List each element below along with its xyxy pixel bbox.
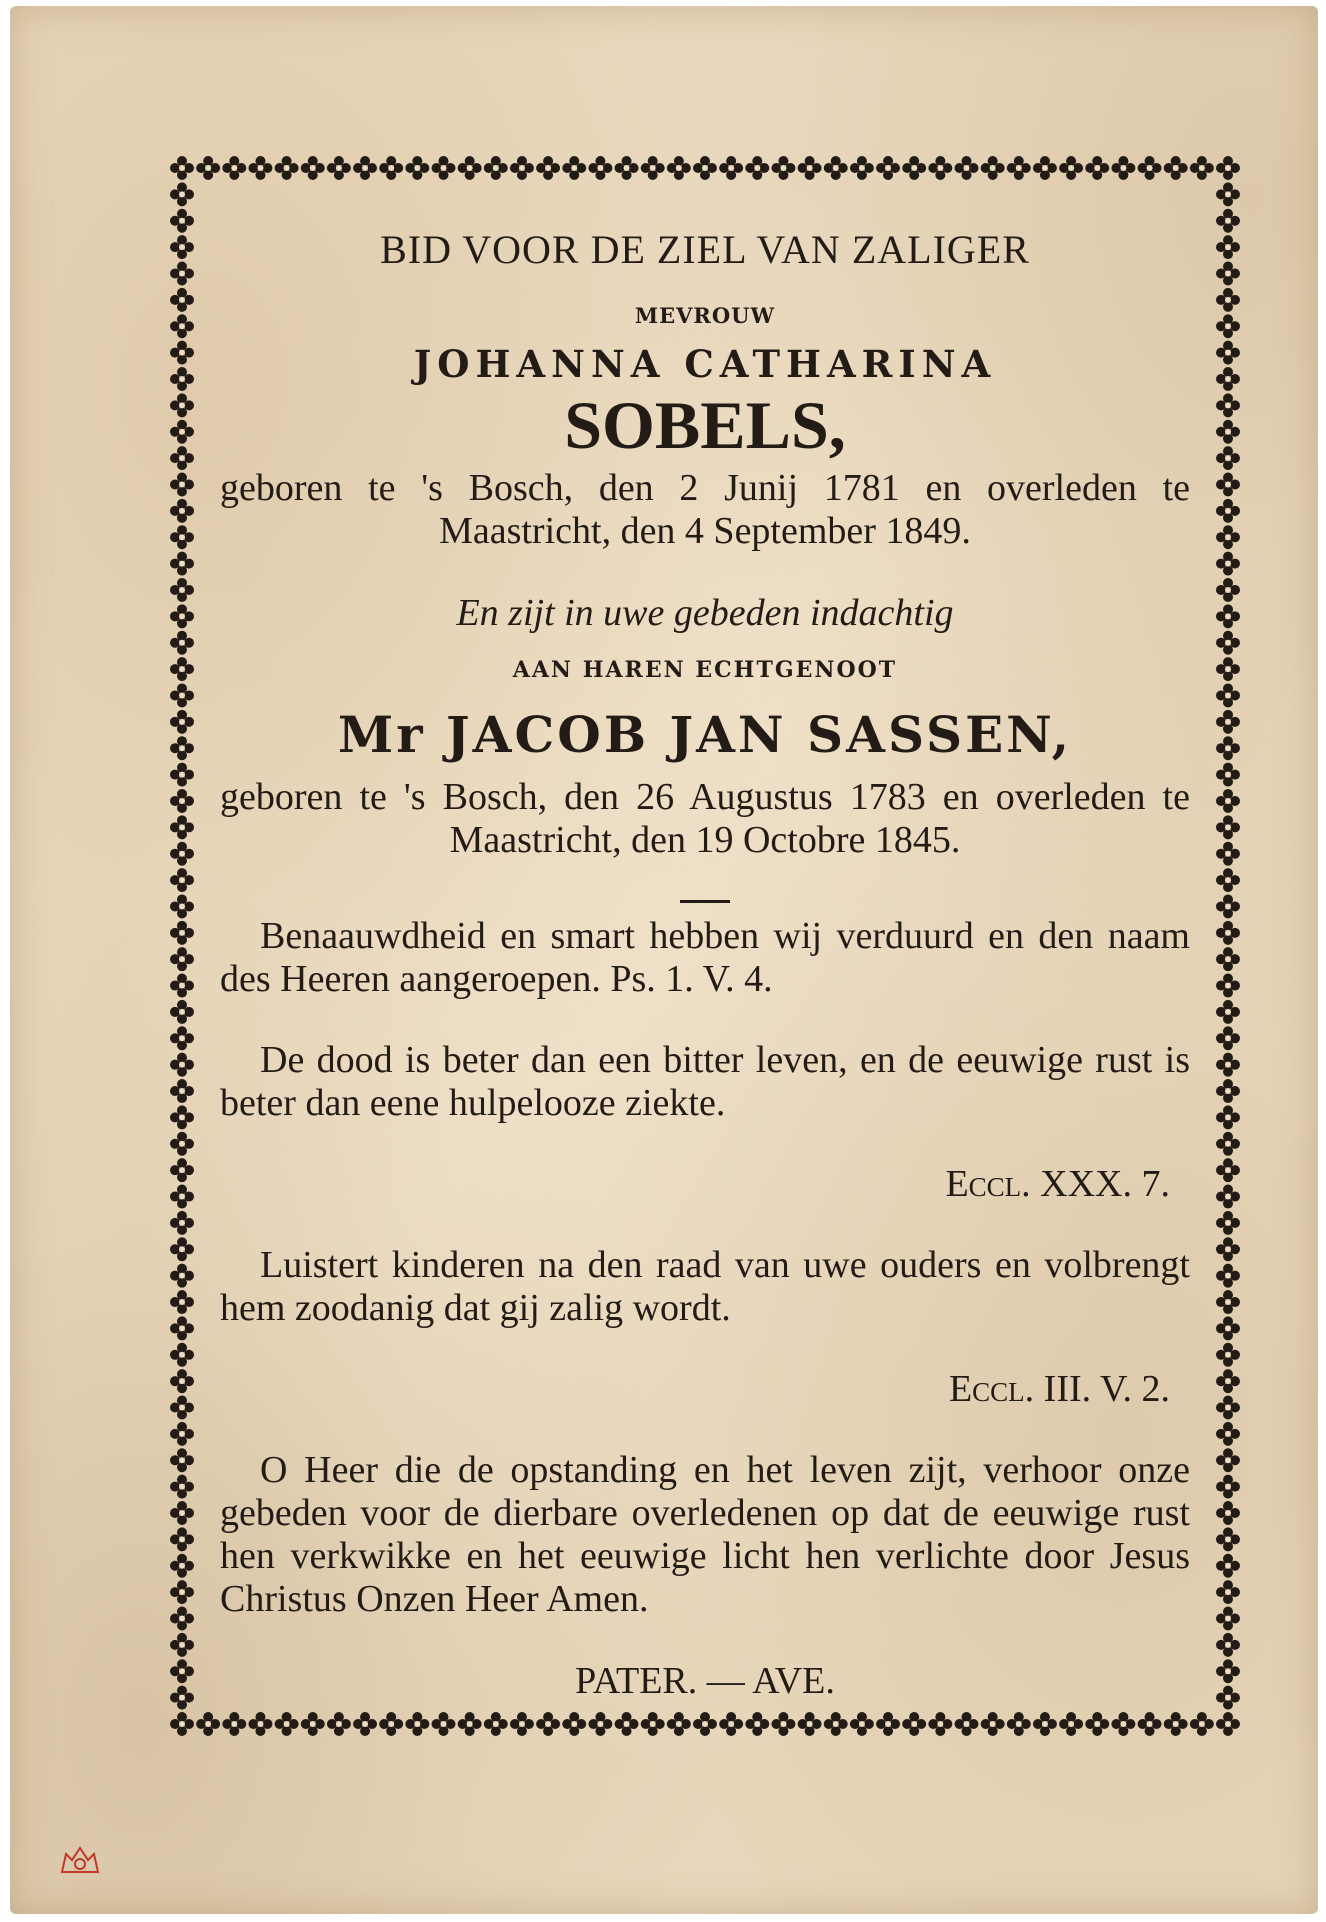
cross-ornament <box>1216 472 1240 496</box>
cross-ornament <box>719 156 743 180</box>
cross-ornament <box>1216 631 1240 655</box>
cross-ornament <box>1216 446 1240 470</box>
cross-ornament <box>170 1659 194 1683</box>
cross-ornament <box>1216 1237 1240 1261</box>
cross-ornament <box>170 525 194 549</box>
cross-ornament <box>1216 1026 1240 1050</box>
cross-ornament <box>170 209 194 233</box>
cross-ornament <box>1216 288 1240 312</box>
cross-ornament <box>1216 1343 1240 1367</box>
cross-ornament <box>850 1712 874 1736</box>
cross-ornament <box>1216 1079 1240 1103</box>
cross-ornament <box>1216 182 1240 206</box>
cross-ornament <box>1111 1712 1135 1736</box>
cross-ornament <box>719 1712 743 1736</box>
cross-ornament <box>170 1264 194 1288</box>
cross-ornament <box>902 1712 926 1736</box>
cross-ornament <box>1216 1316 1240 1340</box>
cross-ornament <box>588 156 612 180</box>
cross-ornament <box>327 156 351 180</box>
cross-ornament <box>170 842 194 866</box>
cross-ornament <box>1216 1422 1240 1446</box>
cross-ornament <box>170 1053 194 1077</box>
cross-ornament <box>1216 1554 1240 1578</box>
birth-death-deceased: geboren te 's Bosch, den 2 Junij 1781 en overleden te Maastricht, den 4 September 1849. <box>220 467 1190 553</box>
cross-ornament <box>170 288 194 312</box>
cross-ornament <box>588 1712 612 1736</box>
cross-ornament <box>1138 156 1162 180</box>
cross-ornament <box>301 1712 325 1736</box>
cross-ornament <box>170 420 194 444</box>
cross-ornament <box>562 156 586 180</box>
birth-death-spouse: geboren te 's Bosch, den 26 Augustus 1783 en overleden te Maastricht, den 19 Octobre 1845. <box>220 776 1190 862</box>
cross-ornament <box>510 156 534 180</box>
cross-ornament <box>170 1712 194 1736</box>
cross-ornament <box>170 261 194 285</box>
cross-ornament <box>170 1369 194 1393</box>
cross-ornament <box>1216 894 1240 918</box>
cross-ornament <box>432 156 456 180</box>
cross-ornament <box>1216 367 1240 391</box>
cross-ornament <box>536 156 560 180</box>
cross-ornament <box>1164 1712 1188 1736</box>
cross-ornament <box>1216 1712 1240 1736</box>
cross-ornament <box>1007 156 1031 180</box>
spouse-name-line <box>220 705 1190 764</box>
cross-ornament <box>170 1475 194 1499</box>
cross-ornament <box>1164 156 1188 180</box>
cross-ornament <box>170 1316 194 1340</box>
cross-ornament <box>1033 1712 1057 1736</box>
cross-ornament <box>1085 156 1109 180</box>
cross-ornament <box>1216 1448 1240 1472</box>
cross-ornament <box>170 552 194 576</box>
first-names: JOHANNA CATHARINA <box>413 342 997 386</box>
cross-ornament <box>1216 1053 1240 1077</box>
cross-ornament <box>1216 604 1240 628</box>
cross-ornament <box>301 156 325 180</box>
cross-ornament <box>693 1712 717 1736</box>
cross-ornament <box>170 499 194 523</box>
cross-ornament <box>641 156 665 180</box>
crest-stamp-icon <box>58 1842 102 1878</box>
cross-ornament <box>222 1712 246 1736</box>
cross-ornament <box>170 472 194 496</box>
cross-ornament <box>798 1712 822 1736</box>
header-line: BID VOOR DE ZIEL VAN ZALIGER <box>380 227 1030 272</box>
cross-ornament <box>1216 1580 1240 1604</box>
cross-ornament <box>170 1026 194 1050</box>
cross-ornament <box>562 1712 586 1736</box>
cross-ornament <box>1216 235 1240 259</box>
cross-ornament <box>170 657 194 681</box>
cross-ornament <box>1216 763 1240 787</box>
cross-ornament <box>1216 525 1240 549</box>
cross-ornament <box>1033 156 1057 180</box>
cross-ornament <box>170 1343 194 1367</box>
cross-ornament <box>1085 1712 1109 1736</box>
cross-ornament <box>1216 314 1240 338</box>
cross-ornament <box>170 1422 194 1446</box>
cross-ornament <box>1216 1185 1240 1209</box>
cross-ornament <box>1216 1211 1240 1235</box>
cross-ornament <box>902 156 926 180</box>
cross-ornament <box>1216 393 1240 417</box>
cross-ornament <box>1216 1396 1240 1420</box>
cross-ornament <box>170 1105 194 1129</box>
cross-ornament <box>536 1712 560 1736</box>
quote1-ref: Ps. 1. V. 4. <box>610 958 773 1001</box>
divider <box>680 900 730 903</box>
cross-ornament <box>248 1712 272 1736</box>
cross-ornament <box>170 1211 194 1235</box>
cross-ornament <box>170 156 194 180</box>
cross-ornament <box>170 314 194 338</box>
cross-ornament <box>170 367 194 391</box>
cross-ornament <box>170 182 194 206</box>
quote3-ref-rest: III. V. 2. <box>1043 1368 1170 1411</box>
cross-ornament <box>170 446 194 470</box>
cross-ornament <box>170 815 194 839</box>
cross-ornament <box>1138 1712 1162 1736</box>
cross-ornament <box>170 1000 194 1024</box>
cross-ornament <box>379 156 403 180</box>
card-text <box>220 226 1190 1703</box>
cross-ornament <box>1216 1290 1240 1314</box>
cross-ornament <box>353 156 377 180</box>
cross-ornament <box>1216 921 1240 945</box>
cross-ornament <box>170 631 194 655</box>
cross-ornament <box>955 1712 979 1736</box>
cross-ornament <box>405 1712 429 1736</box>
cross-ornament <box>1059 156 1083 180</box>
cross-ornament <box>1216 736 1240 760</box>
cross-ornament <box>170 1185 194 1209</box>
cross-ornament <box>170 1501 194 1525</box>
cross-ornament <box>1216 261 1240 285</box>
cross-ornament <box>1216 1607 1240 1631</box>
cross-ornament <box>1190 156 1214 180</box>
cross-ornament <box>170 1079 194 1103</box>
cross-ornament <box>1216 657 1240 681</box>
cross-ornament <box>327 1712 351 1736</box>
cross-ornament <box>1216 1105 1240 1129</box>
cross-ornament <box>196 156 220 180</box>
spouse-title: Mr <box>337 705 426 765</box>
cross-ornament <box>170 1448 194 1472</box>
cross-ornament <box>405 156 429 180</box>
cross-ornament <box>1216 710 1240 734</box>
cross-ornament <box>170 868 194 892</box>
cross-ornament <box>1216 1475 1240 1499</box>
cross-ornament <box>170 1396 194 1420</box>
cross-ornament <box>745 156 769 180</box>
cross-ornament <box>1216 1527 1240 1551</box>
cross-ornament <box>876 1712 900 1736</box>
cross-ornament <box>1190 1712 1214 1736</box>
cross-ornament <box>1216 499 1240 523</box>
cross-ornament <box>170 683 194 707</box>
closing-line: PATER. — AVE. <box>575 1660 835 1703</box>
cross-ornament <box>170 736 194 760</box>
cross-ornament <box>667 156 691 180</box>
cross-ornament <box>1111 156 1135 180</box>
cross-ornament <box>1216 552 1240 576</box>
cross-ornament <box>615 156 639 180</box>
cross-ornament <box>1216 947 1240 971</box>
cross-ornament <box>170 393 194 417</box>
quote1-text: Benaauwdheid en smart hebben wij verduurd en den naam des Heeren aangeroepen. <box>220 915 1190 1001</box>
memorial-card <box>10 6 1318 1914</box>
cross-ornament <box>928 156 952 180</box>
cross-ornament <box>771 1712 795 1736</box>
cross-ornament <box>275 1712 299 1736</box>
cross-ornament <box>170 341 194 365</box>
cross-ornament <box>275 156 299 180</box>
cross-ornament <box>1216 1369 1240 1393</box>
cross-ornament <box>432 1712 456 1736</box>
cross-ornament <box>1007 1712 1031 1736</box>
cross-ornament <box>170 1237 194 1261</box>
cross-ornament <box>170 578 194 602</box>
cross-ornament <box>170 789 194 813</box>
cross-ornament <box>170 1580 194 1604</box>
cross-ornament <box>170 921 194 945</box>
cross-ornament <box>170 947 194 971</box>
cross-ornament <box>170 1290 194 1314</box>
cross-ornament <box>1216 1000 1240 1024</box>
cross-ornament <box>1216 1264 1240 1288</box>
cross-ornament <box>1216 868 1240 892</box>
cross-ornament <box>1059 1712 1083 1736</box>
quote2-ref-rest: XXX. 7. <box>1040 1163 1170 1206</box>
cross-ornament <box>1216 789 1240 813</box>
cross-ornament <box>170 1554 194 1578</box>
cross-ornament <box>667 1712 691 1736</box>
cross-ornament <box>379 1712 403 1736</box>
cross-ornament <box>1216 974 1240 998</box>
spouse-name: JACOB JAN SASSEN, <box>446 705 1073 765</box>
cross-ornament <box>170 710 194 734</box>
cross-ornament <box>1216 1686 1240 1710</box>
quote2-ref <box>220 1163 1190 1206</box>
title-prefix: MEVROUW <box>634 303 776 328</box>
cross-ornament <box>1216 1659 1240 1683</box>
cross-ornament <box>981 1712 1005 1736</box>
cross-ornament <box>1216 842 1240 866</box>
cross-ornament <box>458 156 482 180</box>
cross-ornament <box>170 1686 194 1710</box>
cross-ornament <box>1216 1501 1240 1525</box>
cross-ornament <box>824 156 848 180</box>
remember-line: En zijt in uwe gebeden indachtig <box>456 592 954 635</box>
cross-ornament <box>196 1712 220 1736</box>
cross-ornament <box>824 1712 848 1736</box>
spouse-intro: AAN HAREN ECHTGENOOT <box>512 657 898 684</box>
cross-ornament <box>1216 1132 1240 1156</box>
cross-ornament <box>222 156 246 180</box>
cross-ornament <box>1216 815 1240 839</box>
cross-ornament <box>615 1712 639 1736</box>
cross-ornament <box>170 1132 194 1156</box>
cross-ornament <box>955 156 979 180</box>
cross-ornament <box>248 156 272 180</box>
cross-ornament <box>170 1633 194 1657</box>
cross-ornament <box>771 156 795 180</box>
quote3-ref <box>220 1368 1190 1411</box>
cross-ornament <box>850 156 874 180</box>
cross-ornament <box>484 156 508 180</box>
cross-ornament <box>928 1712 952 1736</box>
cross-ornament <box>170 1607 194 1631</box>
quote-psalm <box>220 915 1190 1001</box>
quote-eccl-3: Luistert kinderen na den raad van uwe ouders en volbrengt hem zoodanig dat gij zalig wordt. <box>220 1244 1190 1330</box>
cross-ornament <box>353 1712 377 1736</box>
cross-ornament <box>170 763 194 787</box>
cross-ornament <box>458 1712 482 1736</box>
cross-ornament <box>876 156 900 180</box>
cross-ornament <box>641 1712 665 1736</box>
cross-ornament <box>745 1712 769 1736</box>
surname: SOBELS, <box>564 387 846 463</box>
prayer: O Heer die de opstanding en het leven zijt, verhoor onze gebeden voor de dierbare overledenen op dat de eeuwige rust hen verkwikke en het eeuwige licht hen verlichte door Jesus Christus Onzen Heer Amen. <box>220 1449 1190 1621</box>
quote3-ref-book: Eccl. <box>948 1368 1035 1411</box>
cross-ornament <box>510 1712 534 1736</box>
cross-ornament <box>170 1158 194 1182</box>
cross-ornament <box>1216 1158 1240 1182</box>
cross-ornament <box>1216 578 1240 602</box>
cross-ornament <box>1216 683 1240 707</box>
cross-ornament <box>170 235 194 259</box>
cross-ornament <box>798 156 822 180</box>
cross-ornament <box>693 156 717 180</box>
quote-eccl-30: De dood is beter dan een bitter leven, en de eeuwige rust is beter dan eene hulpelooze ziekte. <box>220 1039 1190 1125</box>
cross-ornament <box>170 974 194 998</box>
cross-ornament <box>170 604 194 628</box>
cross-ornament <box>1216 209 1240 233</box>
quote2-ref-book: Eccl. <box>945 1163 1031 1206</box>
cross-ornament <box>1216 1633 1240 1657</box>
cross-ornament <box>1216 341 1240 365</box>
cross-ornament <box>981 156 1005 180</box>
cross-ornament <box>1216 420 1240 444</box>
cross-ornament <box>170 1527 194 1551</box>
cross-ornament <box>1216 156 1240 180</box>
cross-ornament <box>170 894 194 918</box>
cross-ornament <box>484 1712 508 1736</box>
